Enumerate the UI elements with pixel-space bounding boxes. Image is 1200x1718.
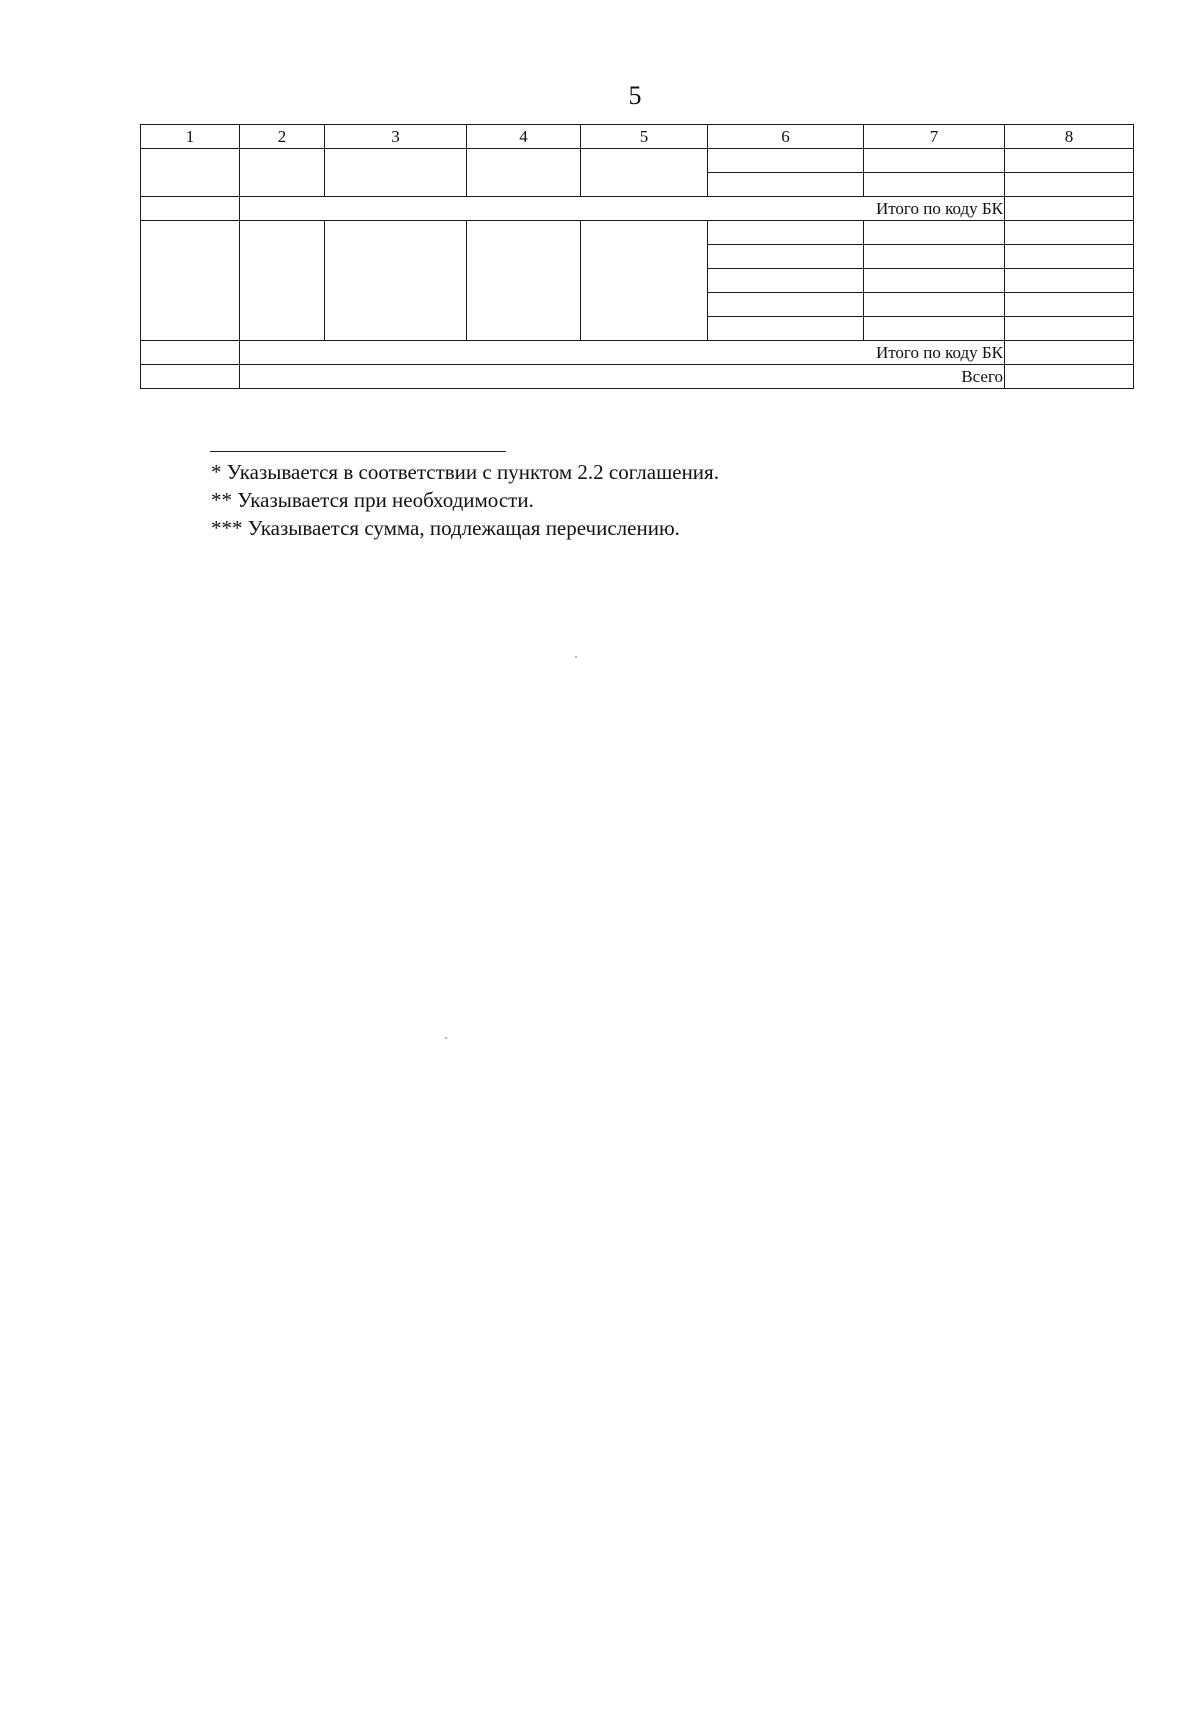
column-header-6: 6 — [708, 125, 864, 149]
column-header-5: 5 — [581, 125, 708, 149]
table-cell — [708, 173, 864, 197]
column-header-7: 7 — [864, 125, 1005, 149]
table-cell — [240, 221, 325, 341]
table-cell — [864, 317, 1005, 341]
table-cell — [1005, 149, 1134, 173]
table-cell — [467, 149, 581, 197]
table-cell — [864, 269, 1005, 293]
table-cell — [325, 149, 467, 197]
table-cell — [1005, 173, 1134, 197]
table-cell — [708, 245, 864, 269]
column-header-3: 3 — [325, 125, 467, 149]
table-cell — [325, 221, 467, 341]
column-header-2: 2 — [240, 125, 325, 149]
table-cell — [581, 149, 708, 197]
total-value — [1005, 365, 1134, 389]
table-cell — [141, 341, 240, 365]
table-cell — [708, 293, 864, 317]
table-cell — [864, 173, 1005, 197]
table-cell — [708, 317, 864, 341]
footnote-1: * Указывается в соответствии с пунктом 2.2 соглашения. — [211, 460, 719, 484]
footnote-separator — [210, 451, 506, 452]
table-cell — [141, 149, 240, 197]
table-cell — [1005, 269, 1134, 293]
footnote-2: ** Указывается при необходимости. — [211, 488, 534, 512]
footnote-3: *** Указывается сумма, подлежащая перечислению. — [211, 516, 680, 540]
table-cell — [1005, 245, 1134, 269]
column-number-row — [141, 125, 1134, 149]
subtotal-label: Итого по коду БК — [240, 197, 1005, 221]
subtotal-row — [141, 341, 1134, 365]
scan-speck — [575, 656, 577, 658]
column-header-1: 1 — [141, 125, 240, 149]
payment-schedule-table — [140, 124, 1134, 389]
subtotal-row — [141, 197, 1134, 221]
subtotal-value — [1005, 341, 1134, 365]
table-cell — [141, 365, 240, 389]
table-cell — [864, 245, 1005, 269]
table-cell — [1005, 317, 1134, 341]
table-cell — [141, 197, 240, 221]
table-row — [141, 149, 1134, 173]
column-header-4: 4 — [467, 125, 581, 149]
table-cell — [708, 221, 864, 245]
table-cell — [581, 221, 708, 341]
page-number: 5 — [628, 81, 642, 110]
table-row — [141, 221, 1134, 245]
table-cell — [1005, 293, 1134, 317]
column-header-8: 8 — [1005, 125, 1134, 149]
total-label: Всего — [240, 365, 1005, 389]
scan-speck — [445, 1037, 447, 1039]
table-cell — [240, 149, 325, 197]
table-cell — [864, 221, 1005, 245]
subtotal-label: Итого по коду БК — [240, 341, 1005, 365]
table-cell — [141, 221, 240, 341]
subtotal-value — [1005, 197, 1134, 221]
table-cell — [1005, 221, 1134, 245]
total-row — [141, 365, 1134, 389]
table-cell — [864, 149, 1005, 173]
table-cell — [708, 149, 864, 173]
table-cell — [864, 293, 1005, 317]
footnotes — [211, 458, 719, 542]
table-cell — [467, 221, 581, 341]
table-cell — [708, 269, 864, 293]
